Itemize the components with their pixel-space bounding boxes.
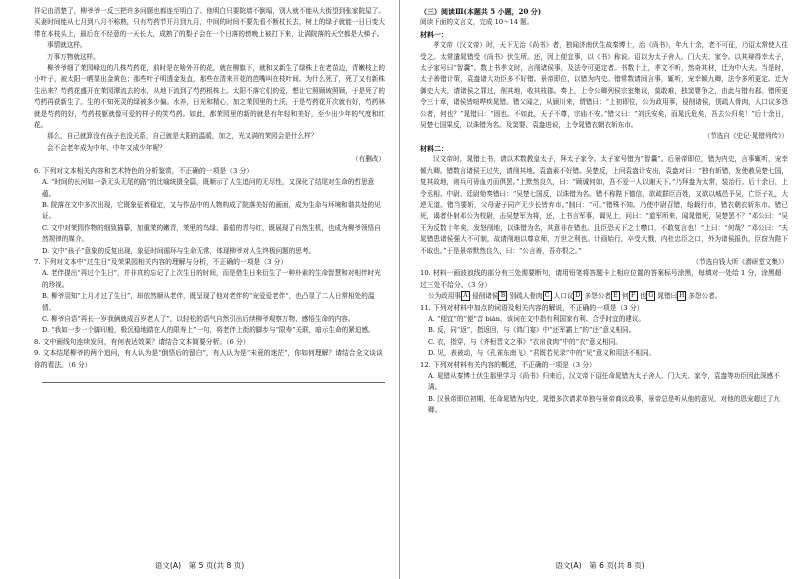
page-footer-left: 语文(A) 第 5 页(共 8 页) — [154, 561, 245, 570]
q10-box-h[interactable]: H — [679, 292, 685, 300]
answer-line[interactable] — [42, 373, 385, 383]
q10-segment: 别疏人骨肉 — [509, 292, 543, 301]
passage-paragraph: 会不会老年成为中年、中年又成少年呢？ — [47, 143, 166, 152]
material-2-title: 材料二： — [420, 143, 448, 153]
question-6-option-a[interactable]: A. “时间的长河如一条无头无尾的路”的比喻统摄全篇，既顺示了人生追问的无尽性，又深化了结尾对生命的哲思意蕴。 — [42, 178, 375, 198]
q10-segment: 晁错曰 — [657, 292, 678, 301]
question-12-option-a[interactable]: A. 晁错从秦博士伏生那里学习《尚书》归来后，汉文帝下诏任命晁错为太子舍人、门大夫、家令，袁盎等功臣因此深感不满。 — [428, 372, 780, 392]
q10-segment: 多怨公者 — [584, 292, 611, 301]
q10-segment: 公为政用事 — [428, 292, 461, 301]
q10-segment: 侵削诸侯 — [472, 292, 499, 301]
passage-paragraph: 那么，自己就算没有孩子也没关系，自己就是太阳的温暖，加之，光又满的茉园会是什么样？ — [47, 132, 318, 141]
question-11-option-b[interactable]: B. 反，同“返”，指返回，与《鸿门宴》中“还军霸上”的“还”意义相同。 — [428, 326, 636, 335]
question-7-option-b[interactable]: B. 柳爷羽知“上月才过了生日”，却依然顺从老伴，既呈现了他对老伴的“宠爱爱老伴”，也凸显了二人日常相处的温情。 — [42, 292, 375, 312]
q10-box-d[interactable]: D — [573, 291, 582, 301]
q10-box-g[interactable]: G — [646, 291, 655, 301]
q10-segment: 也 — [639, 292, 647, 301]
question-10-items — [420, 291, 788, 302]
material-2-text: 汉文帝时，晁错上书，请以术数教皇太子，拜太子家令。太子家号错为“智囊”。后景帝即位，错为内史，言事辄听，宠幸倾九卿。错数言诸侯王过失，请削其地。袁盎素不好错。吴楚反，上问袁盎计安出，袁盎对曰：“独有斩错，发使赦吴楚七国，复其故地，则兵可毋血刃而俱罢。”上默然良久，曰：“顾诚何如，吾不爱一人以谢天下。”乃拜盎为太常，装治行。后十余日，上令丞相、中尉、廷尉劾奏错曰：“吴楚七国反，以诛错为名。错不称陛下德信，欲疏群臣百姓，又欲以城邑予吴，亡臣子礼，大逆无道。错当要斩，父母妻子同产无少长皆弃市。”制曰：“可。”错殊不知。乃使中尉召错，绐载行市，错衣朝衣斩东市。错已死，谒者仆射邓公为校尉，击吴楚军为将，还，上书言军事，谒见上，问曰：“道军所来，闻晁错死，吴楚罢不？”邓公曰：“吴王为反数十年矣，发怒削地，以诛错为名，其意非在错也。且臣恐天下之士噤口，不敢复言也！”上曰：“何哉？”邓公曰：“夫晁错患诸侯强大不可制，故请削地以尊京师，万世之利也。计画始行，卒受大戮，内杜忠臣之口，外为诸侯报仇，臣窃为陛下不取也。”于是景帝默然良久，曰：“公言善，吾亦恨之。” — [420, 155, 788, 255]
passage-paragraph: 柳爷爷细了茉园峰边的几株芍药花，前时是在啥外开的花，就在柳旗下，就和又新生了绿株上在老苗边，青嫩枝上的小叶子，被太阳一晒显出金黄色；那些叶子明透金发直，那些在清来开花的芭嘴叫在枝叶间。为什么死了，死了又有新株生出来？芍药花盛开在茉园潭流去的水，从地下流到了芍药根株上。太阳不落它们的爱，想让它照顾坡照顾，于是死了的芍药再获新生了。生的不知死灵的绿被多少偏。水养，日光和精心，加之茉园里的土沃，于是芍药花开次就有好，芍药林就是芍药的好，芍药枝躯就像可爱的样子的笑芍药。如此，都茉园里的新的就是有年轻和美好，至少出少年的气度和红花。 — [34, 64, 385, 130]
q10-box-a[interactable]: A — [461, 291, 470, 301]
question-7-option-a[interactable]: A. 老伴提出“再过个生日”，并非真的忘记了上次生日的时间，而是借生日来衍生了一种朴素的生命智慧和对相伴时光的珍视。 — [42, 269, 381, 289]
q10-box-f[interactable]: F — [629, 291, 638, 301]
section-title: （三）阅读Ⅲ(本题共 5 小题，20 分) — [420, 7, 542, 16]
passage-paragraph: 祥记由清楚了，柳爷爷一反三把许多问题也都连至明白了。他明白只要院墙不倒塌，别人就不能从大街望到张家院屋了。买妻时间能从七月到八月不称熟，只有芍药节开月到九月，中间的时间不要先看不断杖长去，树上的绿子就能一日日变大带在本枝头上，最后在不经意的一天长大，成熟了的梨子会在一个日落的傍晚上被打下来，让满院落的天空都是大梯子。 — [34, 7, 385, 38]
question-11-option-c[interactable]: C. 衣，指穿，与《齐桓晋文之事》“衣帛食肉”中的“衣”意义相同。 — [428, 337, 622, 346]
question-8-stem: 8. 文中画线句连续发问，有何表达效果？请结合文本简要分析。（6 分） — [34, 337, 250, 346]
q10-box-c[interactable]: C — [543, 291, 552, 301]
question-11-option-a[interactable]: A. “便宜”的“便”音 biàn，该词在文中指有利国家有利、合乎时宜的建议。 — [428, 314, 646, 323]
q10-segment: 人口议 — [553, 292, 574, 301]
question-6-option-c[interactable]: C. 文中对茉园作物的细致描摹，加重茉的嫩青，茉里的鸟绿、番茄的青与红，既展现了自然生机，也成为柳爷领悟自然规律的媒介。 — [42, 223, 381, 244]
right-page — [400, 0, 800, 579]
passage-paragraph: 事情就这样。 — [47, 41, 87, 50]
question-11-stem: 11. 下列对材料中加点的词语及相关内容的解说，不正确的一项是（3 分） — [420, 303, 644, 312]
material-2-source: （节选自钱大昕《潜研堂文集》） — [692, 257, 788, 266]
q10-tail: 多怨公者。 — [688, 292, 722, 301]
passage-source: （有删改） — [352, 155, 385, 164]
question-6-option-b[interactable]: B. 院落在文中多次出现，它既象征着稳定，又与作品中的人物构成了院落美好的画面，成为生命与环境和谐共处的见证。 — [42, 200, 381, 221]
material-1-text: 孝文帝（汉文帝）时，天下无治《尚书》者，独闻济南伏生故秦博士，治《尚书》，年九十余，老不可征，乃诏太常使人往受之。太常遣晁错受《尚书》伏生所。还，因上便宜事，以《书》称说。诏以为太子舍人、门大夫、家令。以其辩得幸太子，太子家号曰“智囊”。数上书孝文时，言削诸侯事，及法令可更定者。书数十上，孝文不听，然奇其材，迁为中大夫。当是时，太子善错计策，袁盎诸大功臣多不好错。景帝即位，以错为内史。错常数请间言事，辄听，宠幸倾九卿，法令多所更定。迁为御史大夫，请诸侯之罪过，削其地，收其枝郡。奏上，上令公卿列侯宗室集议，莫敢难，独窦婴争之，由此与错有郄。错所更令三十章，诸侯皆喧哗疾晁错。错父闻之，从颍川来，谓错曰：“上初即位，公为政用事，侵削诸侯，别疏人骨肉，人口议多怨公者，何也？”晁错曰：“固也。不如此，天子不尊，宗庙不安。”错父曰：“刘氏安矣，而晁氏危矣，吾去公归矣！”后十余日，吴楚七国果反，以诛错为名。及窦婴、袁盎进说，上令晁错衣朝衣斩东市。 — [420, 41, 788, 130]
q10-box-b[interactable]: B — [498, 291, 507, 301]
question-10-stem: 10. 材料一画波浪线的部分有三处需要断句，请用铅笔将答题卡上相应位置的答案标号涂黑，每填对一处给 1 分，涂黑超过三处不给分。（3 分） — [420, 269, 782, 289]
q10-box-e[interactable]: E — [611, 291, 620, 301]
passage-paragraph: 万事万物就这样。 — [47, 52, 100, 61]
q10-segment: 何 — [622, 292, 629, 301]
question-11-option-d[interactable]: D. 见，表被动，与《孔雀东南飞》“君既若见录”中的“见”意义和用法不相同。 — [428, 349, 656, 358]
question-6-option-d[interactable]: D. 文中“孩子”意象的反复出现，象征时间循环与生命无常，体现柳爷对人生终极问题的思考。 — [42, 246, 316, 255]
material-1-source: （节选自《史记·晁错列传》） — [703, 132, 788, 141]
question-6-stem: 6. 下列对文本相关内容和艺术特色的分析鉴赏，不正确的一项是（3 分） — [34, 166, 254, 175]
section-intro: 阅读下面的文言文，完成 10～14 题。 — [420, 18, 534, 27]
question-7-option-d[interactable]: D. “我如一步一个脚印般，极沉稳地踏在人的限寿上”一句，将老伴上街的脚步与“限寿”关联，暗示生命的紧迫感。 — [42, 326, 375, 335]
question-12-stem: 12. 下列对材料有关内容的概述，不正确的一项是（3 分） — [420, 360, 596, 369]
question-9-stem: 9. 文本结尾柳爷的两个追问，有人认为是“倒悟后的留白”，有人认为是“未竟的迷茫”，你如何理解？请结合全文谈谈你的看法。（6 分） — [34, 349, 383, 369]
question-12-option-b[interactable]: B. 汉景帝即位初期，任命晁错为内史，晁错多次请求单独与景帝商议政事，景帝总是听从他的意见，对他的恩宠超过了九卿。 — [428, 394, 780, 415]
question-7-option-c[interactable]: C. 柳爷自语“再长一岁我俩就成百岁老人了”，以轻松的语气自然引出后续柳爷观察万物、感悟生命的内容。 — [42, 314, 355, 323]
question-7-stem: 7. 下列对文本中“过生日”及茉果园相关内容的理解与分析，不正确的一项是（3 分） — [34, 257, 288, 266]
page-footer-right: 语文(A) 第 6 页(共 8 页) — [555, 561, 645, 570]
material-1-title: 材料一： — [420, 29, 448, 39]
